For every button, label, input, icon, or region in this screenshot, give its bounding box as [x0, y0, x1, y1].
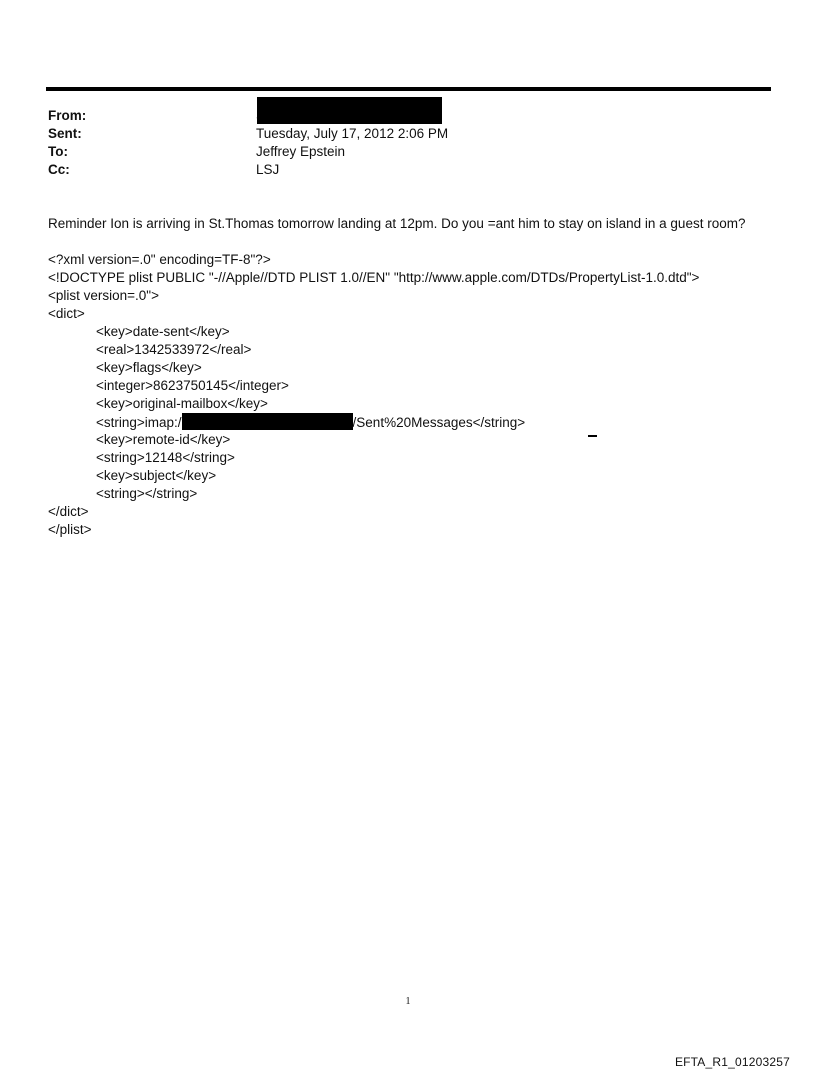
sent-label: Sent:: [48, 126, 82, 141]
page-number: 1: [405, 996, 411, 1007]
from-label: From:: [48, 108, 87, 123]
cc-label: Cc:: [48, 162, 70, 177]
plist-entry: <key>original-mailbox</key>: [96, 396, 268, 411]
dict-close-tag: </dict>: [48, 504, 89, 519]
cc-row: [48, 161, 768, 179]
plist-entry: <key>subject</key>: [96, 468, 217, 483]
xml-declaration: <?xml version=.0" encoding=TF-8"?>: [48, 252, 271, 267]
dict-open-tag: <dict>: [48, 306, 85, 321]
plist-block: [48, 251, 699, 539]
plist-open-tag: <plist version=.0">: [48, 288, 159, 303]
stray-dash-mark: [588, 435, 597, 437]
cc-value: LSJ: [256, 162, 280, 177]
plist-entry: <string></string>: [96, 486, 198, 501]
imap-redaction-box: [182, 413, 353, 430]
to-label: To:: [48, 144, 68, 159]
email-header: [48, 107, 768, 179]
plist-entry: <key>remote-id</key>: [96, 432, 231, 447]
plist-entry: <key>date-sent</key>: [96, 324, 230, 339]
to-value: Jeffrey Epstein: [256, 144, 346, 159]
plist-entry: <integer>8623750145</integer>: [96, 378, 289, 393]
imap-prefix: <string>imap:/: [96, 415, 182, 430]
imap-string-line: [48, 413, 699, 431]
header-rule: [46, 87, 771, 91]
sent-row: [48, 125, 768, 143]
plist-entry: <key>flags</key>: [96, 360, 202, 375]
doctype-line: <!DOCTYPE plist PUBLIC "-//Apple//DTD PLIST 1.0//EN" "http://www.apple.com/DTDs/PropertyList-1.0.dtd">: [48, 270, 700, 285]
message-body: Reminder Ion is arriving in St.Thomas tomorrow landing at 12pm. Do you =ant him to stay on island in a guest room?: [48, 216, 746, 231]
plist-entry: <string>12148</string>: [96, 450, 235, 465]
plist-close-tag: </plist>: [48, 522, 92, 537]
sent-value: Tuesday, July 17, 2012 2:06 PM: [256, 126, 449, 141]
from-redaction-box: [257, 97, 442, 124]
plist-entry: <real>1342533972</real>: [96, 342, 252, 357]
imap-suffix: /Sent%20Messages</string>: [352, 415, 526, 430]
to-row: [48, 143, 768, 161]
from-row: [48, 107, 768, 125]
bates-number: EFTA_R1_01203257: [674, 1055, 790, 1069]
